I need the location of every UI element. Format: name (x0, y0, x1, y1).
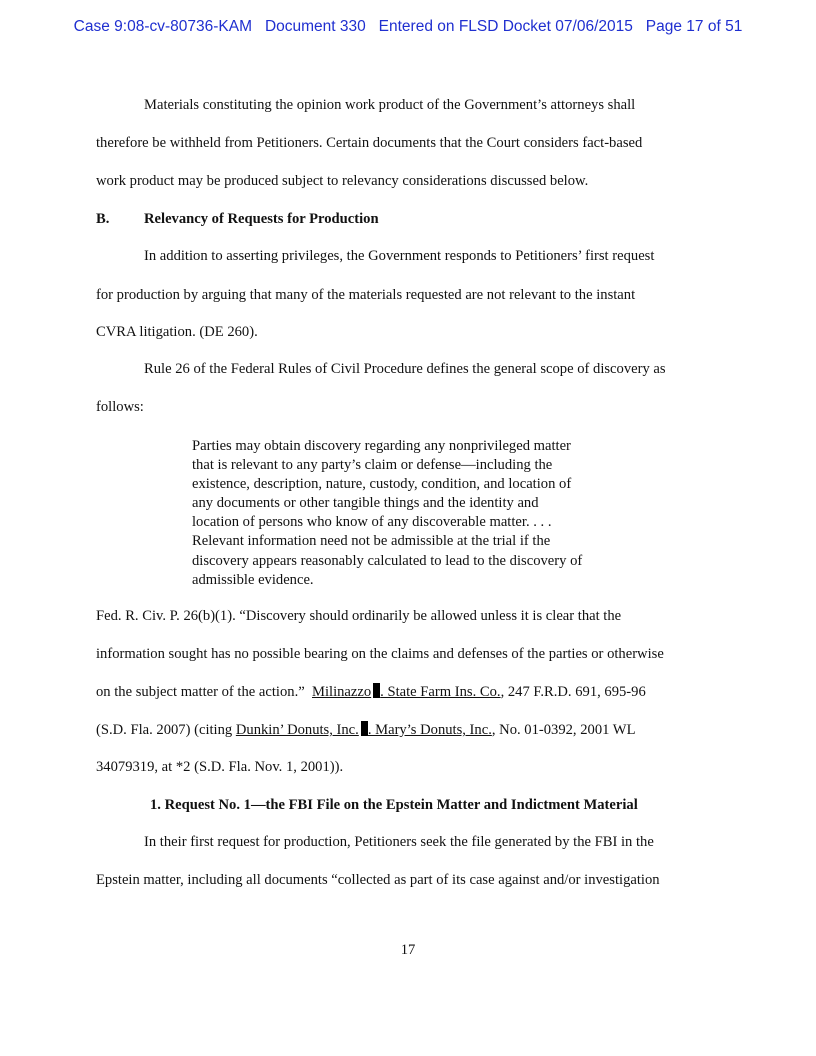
header-document: Document 330 (264, 18, 366, 35)
case-name-part: . State Farm Ins. Co. (380, 684, 501, 700)
quote-line: that is relevant to any party’s claim or defense—including the (192, 457, 553, 474)
paragraph-line: work product may be produced subject to relevancy considerations discussed below. (96, 173, 589, 189)
citation-text: , No. 01-0392, 2001 WL (491, 722, 636, 738)
quote-line: admissible evidence. (192, 571, 314, 588)
quote-line: location of persons who know of any discoverable matter. . . . (192, 514, 552, 531)
paragraph-line: Materials constituting the opinion work product of the Government’s attorneys shall (144, 97, 636, 113)
section-title: Relevancy of Requests for Production (144, 211, 379, 227)
subsection-heading-1: 1. Request No. 1—the FBI File on the Epstein Matter and Indictment Material (150, 797, 638, 813)
quote-line: Relevant information need not be admissible at the trial if the (192, 533, 551, 550)
citation-line (96, 721, 636, 739)
paragraph-line: for production by arguing that many of the materials requested are not relevant to the instant (96, 287, 636, 303)
section-label: B. (96, 211, 110, 227)
section-heading-b (96, 211, 379, 228)
paragraph-line: Fed. R. Civ. P. 26(b)(1). “Discovery should ordinarily be allowed unless it is clear that the (96, 608, 622, 624)
quote-line: Parties may obtain discovery regarding any nonprivileged matter (192, 438, 571, 454)
citation-text: on the subject matter of the action.” (96, 684, 312, 700)
paragraph-line: therefore be withheld from Petitioners. Certain documents that the Court considers fact-based (96, 135, 643, 151)
citation-line (96, 683, 646, 701)
case-name-milinazzo (312, 684, 501, 700)
case-name-part: Dunkin’ Donuts, Inc. (235, 722, 359, 738)
citation-text: (S.D. Fla. 2007) (citing (96, 722, 236, 738)
case-name-dunkin (236, 722, 492, 738)
paragraph-line: In addition to asserting privileges, the Government responds to Petitioners’ first request (144, 248, 655, 264)
redaction-box (361, 721, 368, 736)
case-name-part: . Mary’s Donuts, Inc. (367, 722, 492, 738)
paragraph-line: Rule 26 of the Federal Rules of Civil Procedure defines the general scope of discovery as (144, 361, 666, 377)
paragraph-line: information sought has no possible bearing on the claims and defenses of the parties or otherwise (96, 646, 664, 662)
header-case: Case 9:08-cv-80736-KAM (73, 18, 253, 35)
header-page: Page 17 of 51 (645, 18, 743, 35)
header-entered: Entered on FLSD Docket 07/06/2015 (378, 18, 633, 35)
docket-header (0, 18, 816, 36)
paragraph-line: CVRA litigation. (DE 260). (96, 324, 258, 340)
paragraph-line: In their first request for production, Petitioners seek the file generated by the FBI in the (144, 834, 654, 850)
case-name-part: Milinazzo (312, 684, 372, 700)
paragraph-line: 34079319, at *2 (S.D. Fla. Nov. 1, 2001)). (96, 759, 344, 775)
quote-line: existence, description, nature, custody, condition, and location of (192, 476, 572, 493)
quote-line: any documents or other tangible things and the identity and (192, 495, 539, 512)
paragraph-line: Epstein matter, including all documents “collected as part of its case against and/or investigation (96, 872, 660, 888)
paragraph-line: follows: (96, 399, 144, 415)
page-number: 17 (400, 942, 416, 958)
quote-line: discovery appears reasonably calculated to lead to the discovery of (192, 552, 583, 569)
citation-text: , 247 F.R.D. 691, 695-96 (500, 684, 646, 700)
block-quote (192, 437, 582, 590)
